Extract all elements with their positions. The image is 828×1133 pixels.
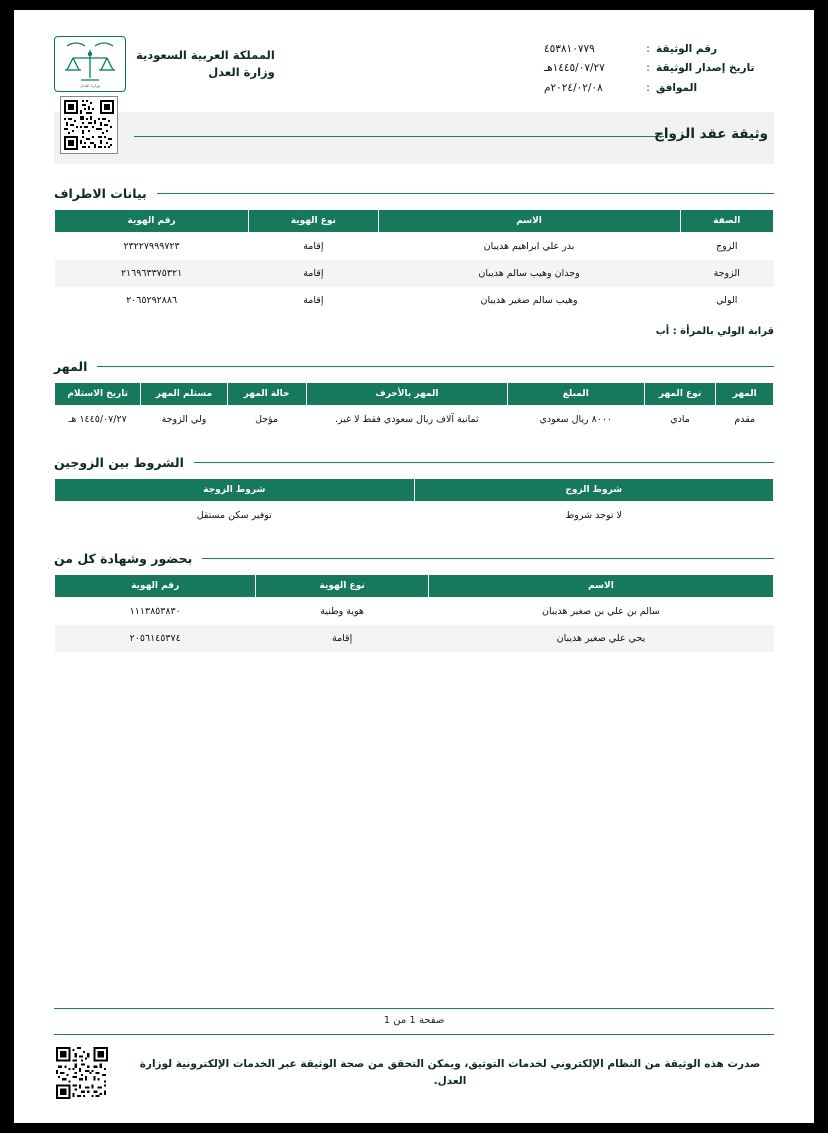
cell-witness-id-number: ١١١٣٨٥٣٨٣٠ [55,598,256,626]
section-rule [194,462,774,463]
col-relation: الصفة [680,210,773,233]
page-number-area [14,1008,814,1034]
cell-id-number: ٢٠٦٥٢٩٢٨٨٦ [55,287,249,314]
section-rule [157,193,774,194]
document-title-band [14,112,814,164]
cell-witness-id-type: هوية وطنية [256,598,429,626]
section-dowry [14,359,814,433]
conditions-table-head [55,479,774,502]
col-dowry: المهر [716,383,774,406]
cell-name: بدر علي ابراهيم هديبان [378,233,680,261]
section-parties [14,186,814,337]
cell-id-type: إقامة [249,287,378,314]
cell-receive-date: ١٤٤٥/٠٧/٢٧ هـ [55,406,141,434]
witnesses-table-body [55,598,774,653]
witnesses-table [54,574,774,652]
meta-label: الموافق [656,81,698,94]
meta-value-issue-date: ١٤٤٥/٠٧/٢٧هـ [544,62,605,75]
section-header [54,359,774,374]
ministry-title [136,47,275,82]
table-row [55,287,774,314]
dowry-table-body [55,406,774,434]
meta-value-document-number: ٤٥٣٨١٠٧٧٩ [544,43,595,55]
footer-disclaimer: صدرت هذه الوثيقة من النظام الإلكتروني لخدمات التوثيق، ويمكن التحقق من صحة الوثيقة عبر الخدمات الإلكترونية لوزارة العدل. [139,1058,761,1087]
section-title-dowry: المهر [54,359,88,375]
col-amount-words: المهر بالأحرف [306,383,507,406]
page-title: وثيقة عقد الزواج [654,126,768,143]
col-witness-name: الاسم [428,575,773,598]
cell-amount-words: ثمانية آلاف ريال سعودي فقط لا غير. [306,406,507,434]
section-rule [202,558,774,559]
table-row [55,598,774,626]
document-verification-qr-code [60,96,118,154]
section-witnesses [14,551,814,652]
col-witness-id-type: نوع الهوية [256,575,429,598]
kingdom-name: المملكة العربية السعودية [136,47,275,62]
cell-dowry-status: مؤجل [227,406,306,434]
cell-witness-name: سالم بن علي بن صغير هديبان [428,598,773,626]
cell-dowry: مقدم [716,406,774,434]
cell-amount: ٨٠٠٠ ريال سعودي [507,406,644,434]
guardian-relation-note: قرابة الولي بالمرأة : أب [655,326,774,338]
cell-witness-id-number: ٢٠٥٦١٤٥٣٧٤ [55,625,256,652]
dowry-table-head [55,383,774,406]
document-footer [14,1008,814,1123]
cell-id-type: إقامة [249,233,378,261]
section-header [54,455,774,470]
saudi-ministry-of-justice-emblem-icon [54,36,126,92]
dowry-table [54,382,774,433]
cell-dowry-type: مادي [644,406,716,434]
conditions-table [54,478,774,529]
table-header-row [55,383,774,406]
svg-text:وزارة العدل: وزارة العدل [80,83,100,88]
col-dowry-type: نوع المهر [644,383,716,406]
section-header [54,551,774,566]
page-number-label: صفحة 1 من 1 [383,1015,445,1026]
footer-verification-qr-code [54,1045,110,1101]
cell-name: وجدان وهيب سالم هديبان [378,260,680,287]
meta-value-gregorian-date: ٢٠٢٤/٠٢/٠٨م [544,81,603,94]
title-divider [134,136,664,137]
table-header-row [55,210,774,233]
document-meta-block [544,40,774,98]
meta-row [544,40,774,59]
cell-name: وهيب سالم صغير هديبان [378,287,680,314]
meta-colon: : [646,43,650,55]
col-receiver: مستلم المهر [141,383,227,406]
col-receive-date: تاريخ الاستلام [55,383,141,406]
cell-id-number: ٢١٦٩٦٣٣٧٥٣٢١ [55,260,249,287]
cell-id-number: ٢٣٢٢٧٩٩٩٧٢٣ [55,233,249,261]
cell-receiver: ولي الزوجة [141,406,227,434]
parties-table-head [55,210,774,233]
table-row [55,625,774,652]
col-wife-conditions: شروط الزوجة [55,479,415,502]
parties-table-body [55,233,774,315]
section-header [54,186,774,201]
ministry-name: وزارة العدل [208,65,275,79]
cell-relation: الزوجة [680,260,773,287]
document-header [14,10,814,98]
conditions-table-body [55,502,774,530]
col-id-type: نوع الهوية [249,210,378,233]
parties-table [54,209,774,314]
table-row [55,502,774,530]
col-husband-conditions: شروط الزوج [414,479,774,502]
cell-relation: الولي [680,287,773,314]
meta-row [544,59,774,78]
table-row [55,406,774,434]
document-page [14,10,814,1123]
cell-relation: الزوج [680,233,773,261]
meta-row [544,79,774,98]
col-name: الاسم [378,210,680,233]
meta-colon: : [646,81,650,94]
cell-witness-id-type: إقامة [256,625,429,652]
table-row [55,260,774,287]
cell-id-type: إقامة [249,260,378,287]
cell-witness-name: يحي علي صغير هديبان [428,625,773,652]
section-title-conditions: الشروط بين الزوجين [54,455,184,471]
section-title-parties: بيانات الاطراف [54,186,147,202]
col-dowry-status: حالة المهر [227,383,306,406]
col-witness-id-number: رقم الهوية [55,575,256,598]
table-header-row [55,575,774,598]
section-conditions [14,455,814,529]
meta-label: رقم الوثيقة [656,43,718,55]
meta-colon: : [646,62,650,75]
col-amount: المبلغ [507,383,644,406]
table-row [55,233,774,261]
footer-body [14,1035,814,1123]
table-header-row [55,479,774,502]
cell-husband-conditions: لا توجد شروط [414,502,774,530]
meta-label: تاريخ إصدار الوثيقة [656,62,755,75]
section-title-witnesses: بحضور وشهادة كل من [54,551,193,567]
section-rule [97,366,774,367]
cell-wife-conditions: توفير سكن مستقل [55,502,415,530]
witnesses-table-head [55,575,774,598]
col-id-number: رقم الهوية [55,210,249,233]
ministry-brand [54,36,275,92]
